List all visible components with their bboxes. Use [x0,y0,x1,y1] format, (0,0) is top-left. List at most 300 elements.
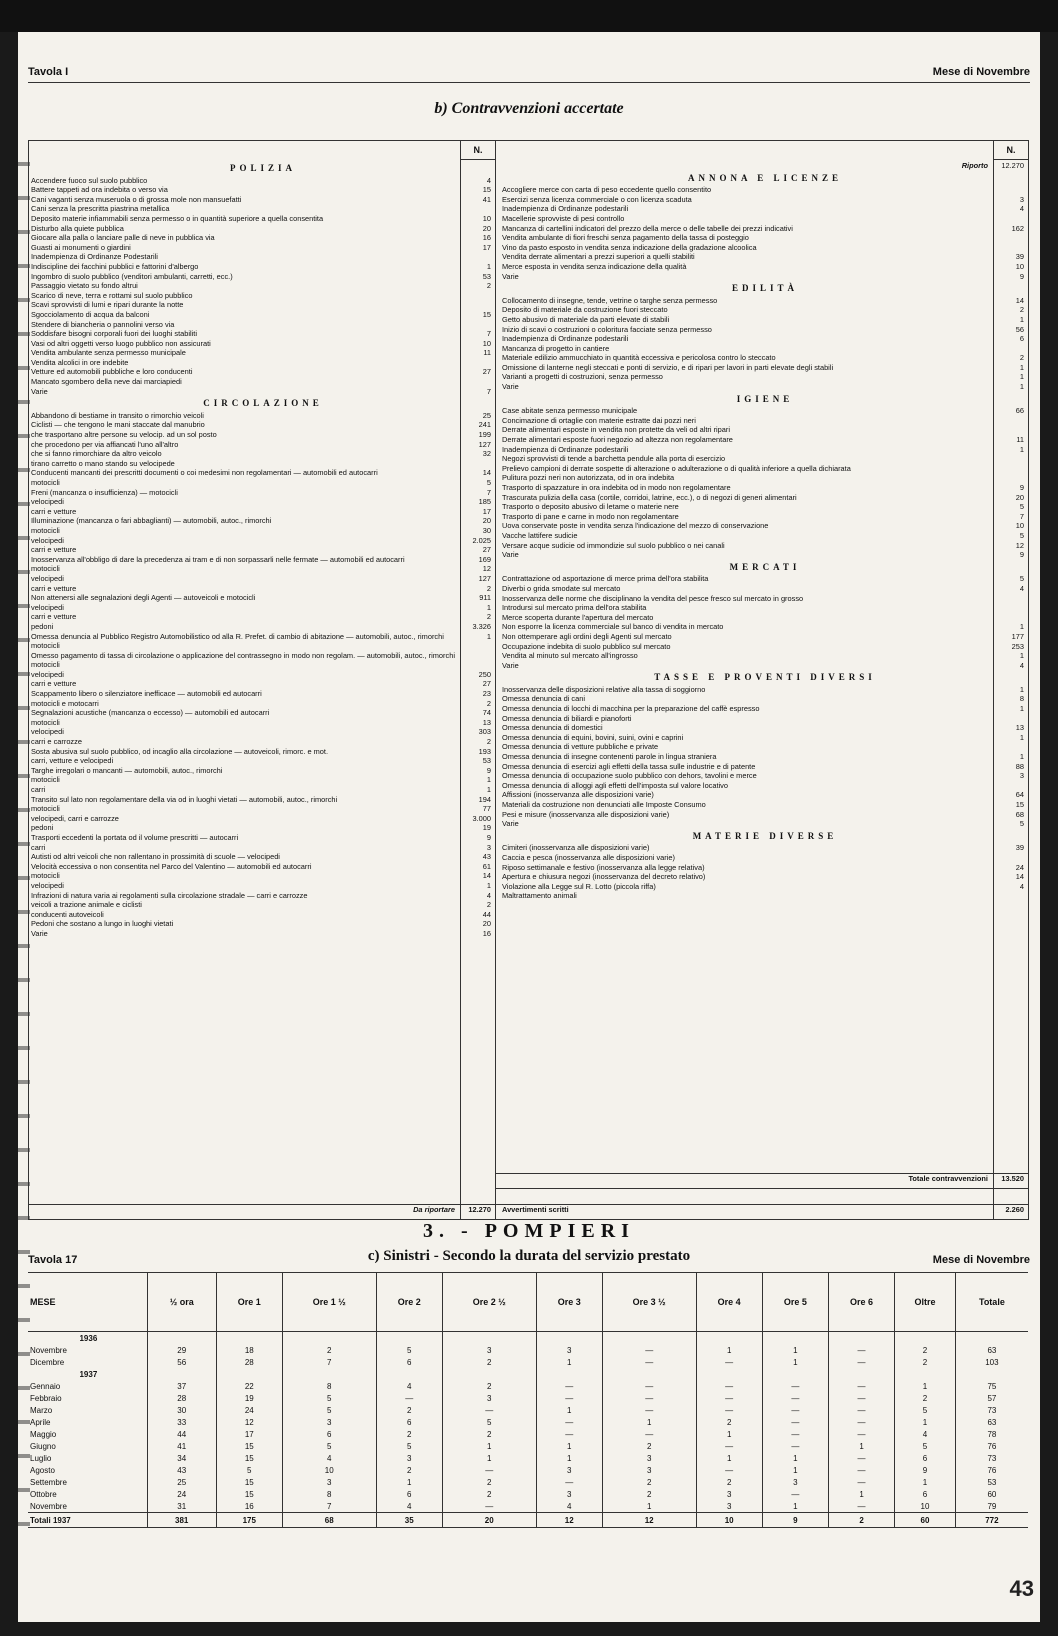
riporto-row [502,161,1028,171]
table-row [502,704,1028,714]
row-value: 53 [482,756,491,766]
table-row [502,742,1028,752]
row-value: 74 [482,708,491,718]
row-label: Cani senza la prescritta piastrina metallica [31,204,170,214]
table-cell: — [828,1476,894,1488]
row-value [461,358,495,368]
table-row [502,353,1028,363]
row-label: motocicli [31,478,60,487]
table-row [502,435,1028,445]
row-label: che trasportano altre persone su velocip. ad un sol posto [31,430,217,440]
table-row [502,872,1028,882]
table-cell: 2 [602,1488,696,1500]
row-label: Vendita alcolici in ore indebite [31,357,129,367]
table-cell: Ottobre [30,1489,57,1499]
row-label: Apertura e chiusura negozi (inosservanza del decreto relativo) [502,872,706,882]
table-row [502,483,1028,493]
row-label: Accendere fuoco sul suolo pubblico [31,175,148,185]
table-row [28,1416,1028,1428]
row-label: Vendita derrate alimentari a prezzi superiori a quelli stabiliti [502,252,695,262]
row-value: 17 [482,242,491,252]
table-cell: 1 [895,1416,956,1428]
table-cell: Marzo [30,1405,53,1415]
right-list [502,161,1028,901]
row-label: Esercizi senza licenza commerciale o con licenza scaduta [502,194,692,204]
header-rule [28,82,1030,83]
table-cell: 3 [696,1488,762,1500]
table-cell: 5 [282,1392,376,1404]
row-value: 1 [486,631,491,641]
table-row [31,814,495,824]
table-row [502,531,1028,541]
avvert-value: 2.260 [1005,1205,1024,1214]
carry-row [29,1204,495,1219]
table-cell: 2 [376,1464,442,1476]
column-header: Ore 1 [216,1273,282,1332]
table-cell: — [828,1344,894,1356]
table-cell: 76 [955,1464,1028,1476]
table-row [31,747,495,757]
table-row [502,574,1028,584]
table-row [31,766,495,776]
row-label: Trasporto o deposito abusivo di letame o materie nere [502,502,679,512]
table-row [502,603,1028,613]
table-cell: 79 [955,1500,1028,1513]
table-row [31,195,495,205]
empty-cell [696,1332,762,1345]
row-value: 9 [1019,550,1024,560]
table-row [31,478,495,488]
row-value: 169 [478,554,491,564]
table-cell: 3 [442,1392,536,1404]
row-label: Cimiteri (inosservanza alle disposizioni varie) [502,843,650,853]
table-row [502,694,1028,704]
table-cell: 5 [376,1344,442,1356]
row-label: velocipedi, carri e carrozze [31,813,119,823]
table-row [502,810,1028,820]
table-row [31,919,495,929]
table-row [31,387,495,397]
table-cell: 1 [762,1500,828,1513]
row-label: Omessa denuncia di occupazione suolo pubblico con dehors, tavolini e merce [502,771,757,781]
table-row [502,224,1028,234]
table-cell: 15 [216,1488,282,1500]
table-cell: 1 [602,1416,696,1428]
column-header: Ore 4 [696,1273,762,1332]
row-label: Scarico di neve, terra e rottami sul suolo pubblico [31,290,193,300]
row-label: Omessa denuncia di cani [502,694,585,704]
row-label: Prelievo campioni di derrate sospette di alterazione o adulterazione o di qualità inferiore a quella dichiarata [502,463,851,473]
table-cell: 44 [147,1428,216,1440]
table-row [31,871,495,881]
row-label: veicoli a trazione animale e ciclisti [31,900,142,910]
table-row [502,790,1028,800]
row-value [994,233,1028,243]
table-row [31,300,495,310]
row-value: 3 [486,842,491,852]
row-label: Soddisfare bisogni corporali fuori dei luoghi stabiliti [31,329,197,339]
table-cell: 10 [895,1500,956,1513]
table-cell: 1 [442,1452,536,1464]
table-cell: 4 [895,1428,956,1440]
row-label: carri e vetture [31,545,77,555]
total-value: 13.520 [1001,1174,1024,1183]
table-row [28,1476,1028,1488]
table-row [31,176,495,186]
row-label: Violazione alla Legge sul R. Lotto (piccola riffa) [502,881,656,891]
row-label: pedoni [31,621,54,631]
row-label: Caccia e pesca (inosservanza alle disposizioni varie) [502,852,675,862]
total-cell: 60 [895,1513,956,1528]
row-value: 56 [1015,324,1024,334]
row-value: 43 [482,852,491,862]
row-label: Riposo settimanale e festivo (inosservanza alla legge relativa) [502,862,705,872]
row-label: Targhe irregolari o mancanti — automobili, autoc., rimorchi [31,765,223,775]
page-number: 43 [1009,1576,1034,1601]
table-row [28,1488,1028,1500]
row-label: Deposito di materiale da costruzione fuori steccato [502,305,668,315]
table-cell: — [442,1464,536,1476]
table-row [502,243,1028,253]
month-label: Mese di Novembre [932,66,1030,78]
table-row [31,440,495,450]
row-label: Inadempienza di Ordinanze podestarili [502,334,629,344]
column-header: Ore 3 [536,1273,602,1332]
row-value: 162 [1011,223,1024,233]
table-row [502,406,1028,416]
row-value: 5 [1019,819,1024,829]
empty-cell [147,1332,216,1345]
row-value: 4 [486,890,491,900]
column-header: Ore 2 ½ [442,1273,536,1332]
table-cell: 75 [955,1380,1028,1392]
table-cell: 2 [376,1404,442,1416]
row-value: 1 [1019,732,1024,742]
table-cell: 78 [955,1428,1028,1440]
table-cell: 33 [147,1416,216,1428]
row-label: Vendita ambulante senza permesso municipale [31,348,186,358]
row-value [994,416,1028,426]
row-label: Omessa denuncia di biliardi e pianoforti [502,713,632,723]
table-cell: 63 [955,1344,1028,1356]
row-value: 4 [1019,583,1024,593]
row-label: Varie [502,550,519,560]
row-label: Getto abusivo di materiale da parti elevate di stabili [502,314,670,324]
row-value: 27 [482,367,491,377]
table-row [502,502,1028,512]
table-row [31,224,495,234]
avvertimenti-row [496,1204,1028,1219]
row-label: Battere tappeti ad ora indebita o verso via [31,185,168,195]
table-cell: 2 [376,1428,442,1440]
row-value: 10 [1015,521,1024,531]
section-heading: TASSE E PROVENTI DIVERSI [654,672,876,683]
table-number: Tavola I [28,66,69,78]
row-label: carri [31,785,46,794]
row-value: 2 [486,612,491,622]
row-value: 3.326 [472,621,491,631]
table-row [31,507,495,517]
row-value: 185 [478,497,491,507]
row-label: Omessa denuncia di domestici [502,723,603,733]
table-cell: — [696,1380,762,1392]
table-row [31,526,495,536]
row-value: 88 [1015,761,1024,771]
empty-cell [376,1368,442,1380]
section-heading: POLIZIA [229,163,296,173]
table-cell: — [828,1416,894,1428]
section-heading: ANNONA E LICENZE [687,172,843,183]
table-row [31,497,495,507]
table-row [502,843,1028,853]
table-row [31,612,495,622]
row-value: 1 [486,880,491,890]
total-cell: 381 [147,1513,216,1528]
row-label: Sosta abusiva sul suolo pubblico, od incaglio alla circolazione — autoveicoli, rimorc. e mot. [31,746,329,756]
row-value: 15 [482,309,491,319]
table-cell: — [536,1392,602,1404]
table-row [28,1500,1028,1513]
row-value: 5 [1019,502,1024,512]
table-cell: 7 [282,1356,376,1368]
row-value: 61 [482,861,491,871]
table-row [31,411,495,421]
row-value: 39 [1015,252,1024,262]
table-row [502,445,1028,455]
row-label: motocicli [31,871,60,881]
table-cell: — [828,1452,894,1464]
table-row [502,863,1028,873]
row-label: Contrattazione od asportazione di merce prima dell'ora stabilita [502,574,709,584]
row-value: 66 [1015,406,1024,416]
row-label: velocipedi [31,727,64,737]
table-cell: — [696,1392,762,1404]
row-value: 3 [1019,194,1024,204]
row-value: 241 [478,420,491,430]
row-label: velocipedi [31,669,64,679]
table-row [31,699,495,709]
empty-cell [536,1332,602,1345]
table-row [31,233,495,243]
empty-cell [955,1332,1028,1345]
table-row [31,689,495,699]
row-value: 5 [1019,574,1024,584]
row-value: 194 [478,794,491,804]
row-value [994,594,1028,604]
section-heading: IGIENE [736,393,794,404]
table-cell: — [536,1476,602,1488]
pompieri-table-number: Tavola 17 [28,1254,78,1266]
row-label: Passaggio vietato su fondo altrui [31,281,138,291]
table-cell: — [762,1392,828,1404]
row-value [994,344,1028,354]
carry-label: Da riportare [413,1205,455,1214]
table-cell: Agosto [30,1465,55,1475]
table-cell: 3 [536,1464,602,1476]
row-label: Non ottemperare agli ordini degli Agenti sul mercato [502,631,672,641]
row-value: 53 [482,271,491,281]
section-heading: MATERIE DIVERSE [692,830,838,841]
table-cell: 1 [602,1500,696,1513]
table-row [502,425,1028,435]
table-cell: 1 [696,1344,762,1356]
table-cell: 19 [216,1392,282,1404]
table-cell: 8 [282,1380,376,1392]
total-cell: 772 [955,1513,1028,1528]
row-value: 303 [478,727,491,737]
table-cell: 1 [895,1380,956,1392]
empty-cell [536,1368,602,1380]
table-row [31,660,495,670]
row-label: Varie [31,928,48,938]
empty-cell [216,1368,282,1380]
row-label: Vasi od altri oggetti verso luogo pubblico non assicurati [31,338,211,348]
table-cell: — [828,1380,894,1392]
row-label: motocicli [31,660,60,670]
table-row [502,464,1028,474]
row-label: carri e vetture [31,583,77,593]
column-header: Oltre [895,1273,956,1332]
table-cell: — [762,1380,828,1392]
row-value [461,252,495,262]
table-row [502,781,1028,791]
row-value: 19 [482,823,491,833]
row-value: 17 [482,506,491,516]
table-row [31,214,495,224]
table-row [502,334,1028,344]
row-label: Sgocciolamento di acqua da balconi [31,309,150,319]
row-label: Indiscipline dei facchini pubblici e fattorini d'albergo [31,261,199,271]
table-row [502,642,1028,652]
row-label: Varie [502,660,519,670]
row-value: 13 [1015,723,1024,733]
row-label: motocicli [31,775,60,785]
row-value: 1 [486,785,491,794]
row-label: Trasporto di pane e carne in modo non regolamentare [502,511,679,521]
right-column [496,140,1029,1220]
row-value [994,464,1028,474]
table-row [31,574,495,584]
row-label: Varie [502,819,519,829]
row-label: Omessa denuncia di esercizi agli effetti della tassa sulle industrie e di patente [502,761,756,771]
table-row [502,800,1028,810]
table-row [31,367,495,377]
table-row [31,262,495,272]
table-row [502,661,1028,671]
row-label: velocipedi [31,880,64,890]
table-row [31,679,495,689]
table-cell: 1 [762,1356,828,1368]
column-header: Ore 5 [762,1273,828,1332]
row-label: Scavi sprovvisti di lumi e ripari durante la notte [31,300,184,310]
table-row [31,488,495,498]
table-row [502,185,1028,195]
table-cell: 1 [762,1344,828,1356]
table-row [502,613,1028,623]
row-value: 4 [1019,660,1024,670]
row-value: 25 [482,410,491,420]
empty-cell [955,1368,1028,1380]
row-value: 10 [1015,261,1024,271]
row-label: Inadempienza di Ordinanze podestarili [502,444,629,454]
table-row [502,632,1028,642]
pompieri-subtitle: c) Sinistri - Secondo la durata del servizio prestato [367,1248,691,1264]
section-heading: MERCATI [729,561,801,572]
row-label: Cani vaganti senza museruola o di grossa mole non mansuefatti [31,194,242,204]
row-value: 9 [1019,483,1024,492]
table-cell: 1 [895,1476,956,1488]
section-heading: EDILITÀ [731,283,798,294]
table-cell: 41 [147,1440,216,1452]
row-value: 20 [482,919,491,929]
row-value: 15 [482,185,491,195]
row-value: 9 [486,765,491,775]
empty-cell [282,1332,376,1345]
table-cell: 18 [216,1344,282,1356]
table-cell: 6 [376,1356,442,1368]
row-label: velocipedi [31,535,64,545]
table-cell: 3 [282,1476,376,1488]
table-cell: — [696,1356,762,1368]
riporto-value: 12.270 [1001,161,1024,170]
table-cell: 3 [602,1452,696,1464]
row-value: 6 [1019,334,1024,344]
table-row [31,852,495,862]
table-cell: — [442,1500,536,1513]
table-row [502,305,1028,315]
row-value: 12 [1015,540,1024,550]
row-value: 20 [1015,492,1024,502]
table-cell: 3 [442,1344,536,1356]
table-cell: Febbraio [30,1393,62,1403]
table-cell: 6 [895,1488,956,1500]
table-cell: 37 [147,1380,216,1392]
table-cell: — [536,1380,602,1392]
table-cell: — [828,1464,894,1476]
row-value [994,473,1028,483]
table-cell: 3 [536,1488,602,1500]
year-row [28,1368,1028,1380]
row-label: Vendita ambulante di fiori freschi senza pagamento della tassa di posteggio [502,233,749,243]
table-cell: 3 [762,1476,828,1488]
row-label: che si fanno rimorchiare da altro veicolo [31,449,162,459]
table-cell: Settembre [30,1477,67,1487]
row-label: Inadempienza di Ordinanze podestarili [502,204,629,214]
table-row [502,272,1028,282]
table-cell: 2 [602,1476,696,1488]
table-cell: 15 [216,1440,282,1452]
row-value: 3.000 [472,813,491,823]
row-value: 193 [478,746,491,756]
column-header: ½ ora [147,1273,216,1332]
row-value: 24 [1015,862,1024,872]
table-row [502,204,1028,214]
column-header: Ore 2 [376,1273,442,1332]
row-label: Omessa denuncia di insegne contenenti parole in lingua straniera [502,752,717,762]
table-cell: — [828,1392,894,1404]
total-cell: 175 [216,1513,282,1528]
row-value [994,742,1028,752]
empty-cell [696,1368,762,1380]
row-value: 4 [486,175,491,185]
table-cell: 31 [147,1500,216,1513]
row-value: 15 [1015,800,1024,809]
row-label: Materiale edilizio ammucchiato in quantità eccessiva e pericolosa contro lo steccato [502,353,776,363]
pompieri-month: Mese di Novembre [932,1254,1030,1266]
row-label: carri e vetture [31,506,77,516]
table-row [502,594,1028,604]
row-label: Varie [502,271,519,281]
